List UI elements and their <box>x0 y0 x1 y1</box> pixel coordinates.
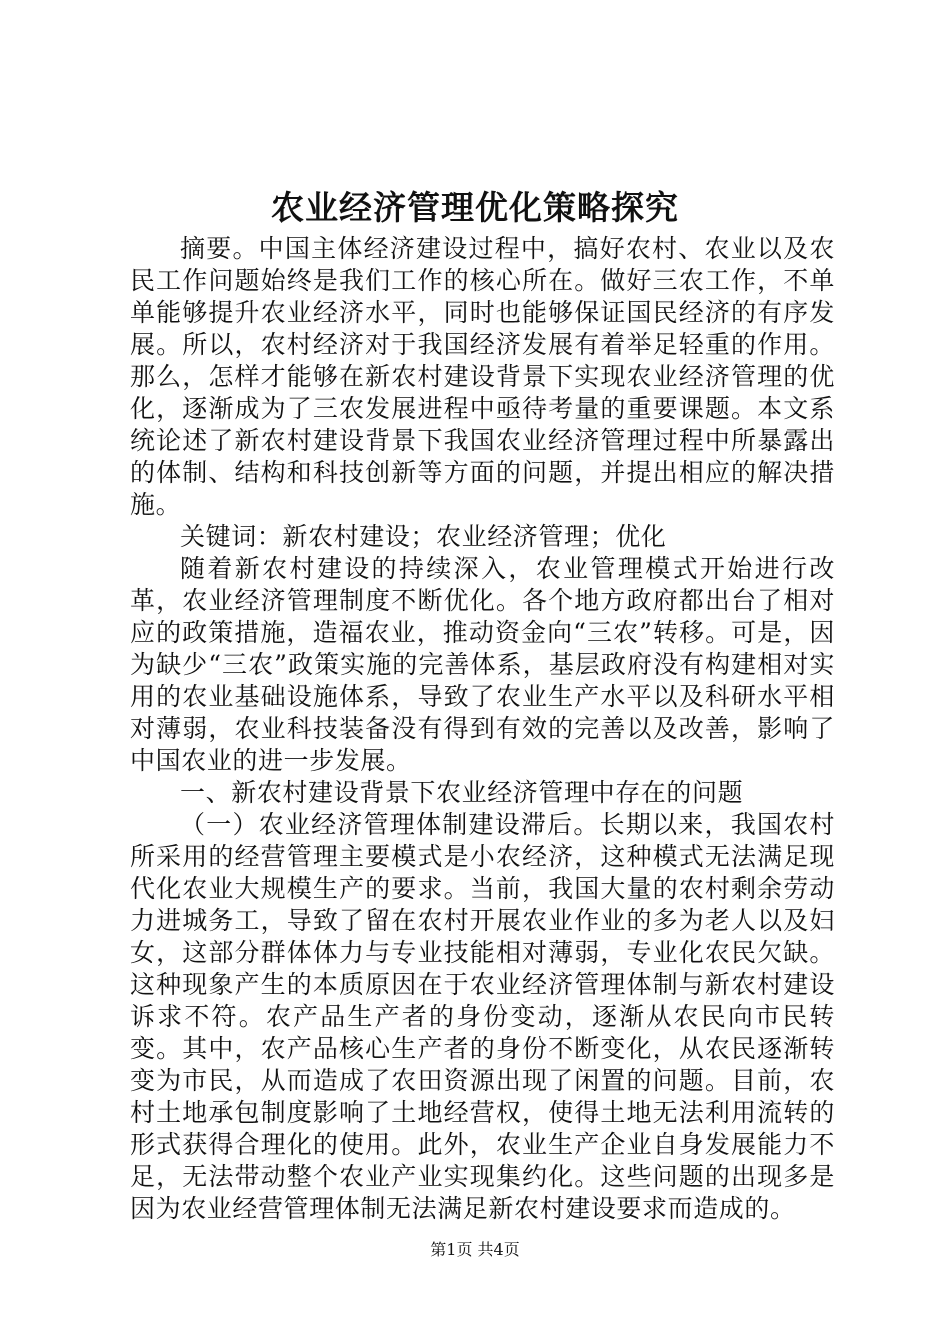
subsection-paragraph: （一）农业经济管理体制建设滞后。长期以来，我国农村所采用的经营管理主要模式是小农经济，这种模式无法满足现代化农业大规模生产的要求。当前，我国大量的农村剩余劳动力进城务工，导致了留在农村开展农业作业的多为老人以及妇女，这部分群体体力与专业技能相对薄弱，专业化农民欠缺。这种现象产生的本质原因在于农业经济管理体制与新农村建设诉求不符。农产品生产者的身份变动，逐渐从农民向市民转变。其中，农产品核心生产者的身份不断变化，从农民逐渐转变为市民，从而造成了农田资源出现了闲置的问题。目前，农村土地承包制度影响了土地经营权，使得土地无法利用流转的形式获得合理化的使用。此外，农业生产企业自身发展能力不足，无法带动整个农业产业实现集约化。这些问题的出现多是因为农业经营管理体制无法满足新农村建设要求而造成的。 <box>130 810 835 1223</box>
page-footer: 第1页 共4页 <box>430 1240 520 1259</box>
intro-paragraph: 随着新农村建设的持续深入，农业管理模式开始进行改革，农业经济管理制度不断优化。各个地方政府都出台了相对应的政策措施，造福农业，推动资金向“三农”转移。可是，因为缺少“三农”政策实施的完善体系，基层政府没有构建相对实用的农业基础设施体系，导致了农业生产水平以及科研水平相对薄弱，农业科技装备没有得到有效的完善以及改善，影响了中国农业的进一步发展。 <box>130 554 835 775</box>
document-body <box>130 233 835 1225</box>
keywords-paragraph: 关键词：新农村建设；农业经济管理；优化 <box>180 522 667 551</box>
abstract-paragraph: 摘要。中国主体经济建设过程中，搞好农村、农业以及农民工作问题始终是我们工作的核心所在。做好三农工作，不单单能够提升农业经济水平，同时也能够保证国民经济的有序发展。所以，农村经济对于我国经济发展有着举足轻重的作用。那么，怎样才能够在新农村建设背景下实现农业经济管理的优化，逐渐成为了三农发展进程中亟待考量的重要课题。本文系统论述了新农村建设背景下我国农业经济管理过程中所暴露出的体制、结构和科技创新等方面的问题，并提出相应的解决措施。 <box>130 234 835 519</box>
section-heading: 一、新农村建设背景下农业经济管理中存在的问题 <box>180 778 744 807</box>
document-title: 农业经济管理优化策略探究 <box>271 188 679 227</box>
